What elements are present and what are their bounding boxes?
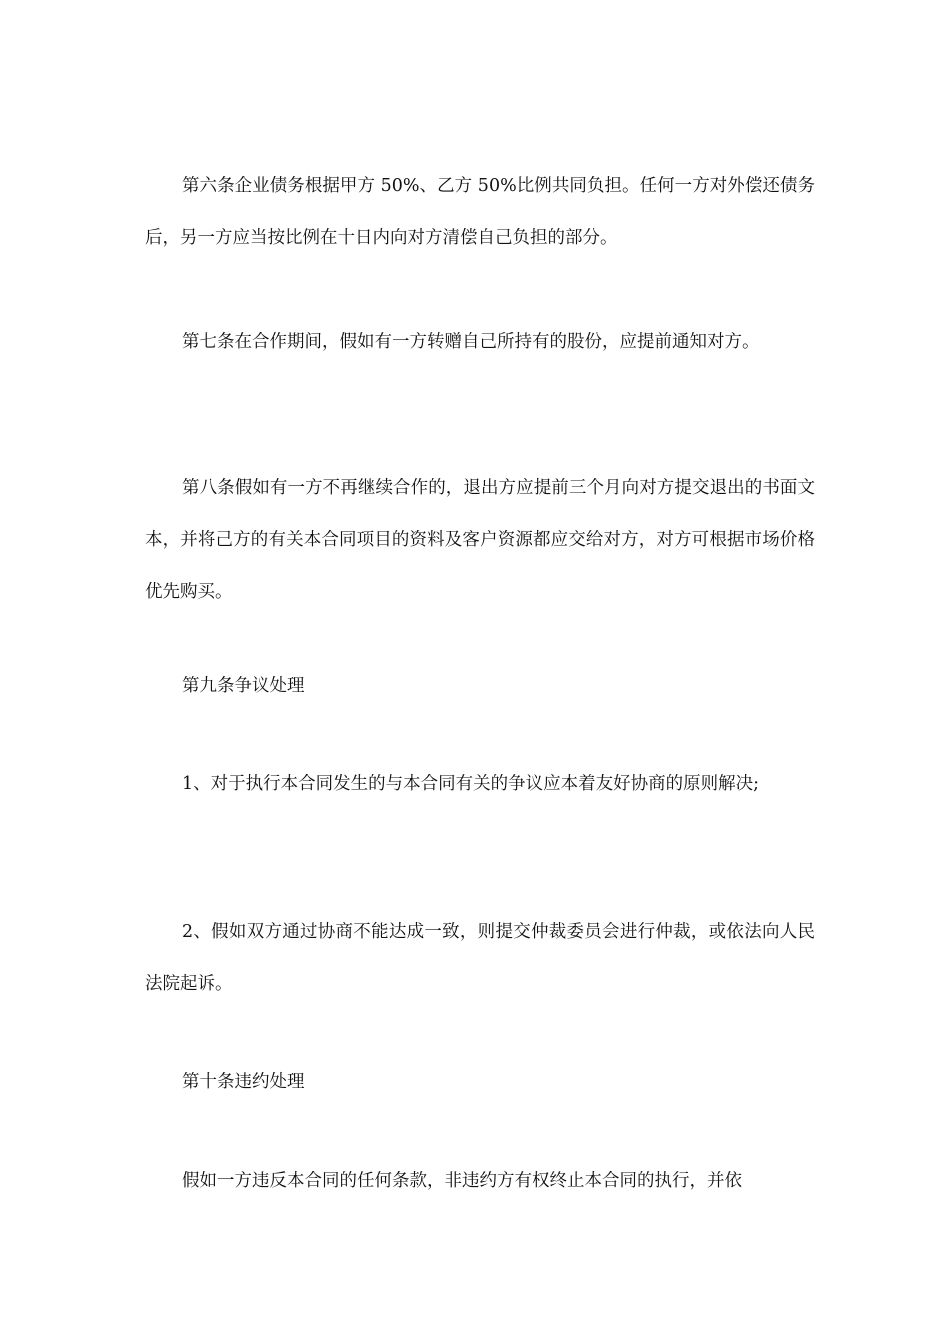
article-6-paragraph: 第六条企业债务根据甲方 50%、乙方 50%比例共同负担。任何一方对外偿还债务后，另一方应当按比例在十日内向对方清偿自己负担的部分。 xyxy=(145,176,815,248)
article-9-clause-2: 2、假如双方通过协商不能达成一致，则提交仲裁委员会进行仲裁，或依法向人民法院起诉。 xyxy=(145,922,815,994)
article-9-heading: 第九条争议处理 xyxy=(182,676,305,696)
article-8-paragraph: 第八条假如有一方不再继续合作的，退出方应提前三个月向对方提交退出的书面文本，并将己方的有关本合同项目的资料及客户资源都应交给对方，对方可根据市场价格优先购买。 xyxy=(145,478,815,602)
article-7-paragraph: 第七条在合作期间，假如有一方转赠自己所持有的股份，应提前通知对方。 xyxy=(182,332,760,352)
article-9-clause-1: 1、对于执行本合同发生的与本合同有关的争议应本着友好协商的原则解决; xyxy=(182,774,760,794)
article-10-heading: 第十条违约处理 xyxy=(182,1072,305,1092)
article-10-paragraph: 假如一方违反本合同的任何条款，非违约方有权终止本合同的执行，并依 xyxy=(182,1171,742,1191)
